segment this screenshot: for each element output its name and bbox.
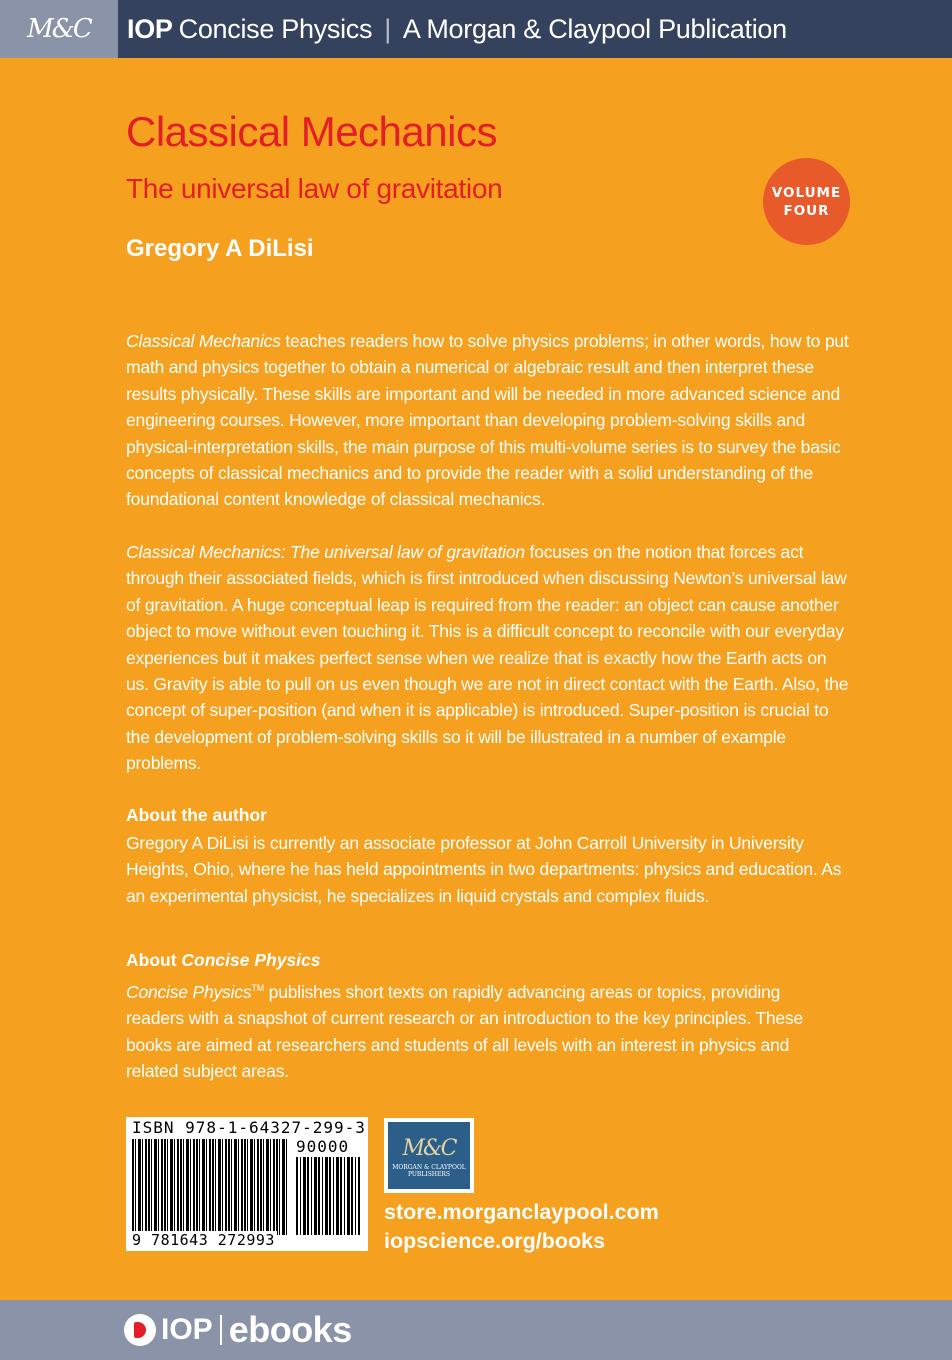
- volume-badge: [763, 158, 850, 245]
- about-series-heading-prefix: About: [126, 950, 182, 970]
- barcode-digits: 9 781643 272993: [132, 1231, 275, 1249]
- about-series-heading-name: Concise Physics: [181, 950, 321, 970]
- iop-brand: IOP: [127, 13, 173, 44]
- publisher-name: A Morgan & Claypool Publication: [402, 13, 787, 44]
- footer-separator: [220, 1315, 222, 1345]
- morgan-claypool-logo: [0, 0, 118, 58]
- series-banner: [127, 14, 787, 45]
- isbn-label: ISBN 978-1-64327-299-3: [132, 1118, 366, 1137]
- trademark-symbol: TM: [251, 983, 264, 993]
- price-barcode-bars: [296, 1157, 360, 1235]
- footer-ebooks: ebooks: [228, 1309, 352, 1350]
- series-name-italic: Concise Physics: [126, 981, 252, 1002]
- about-author-heading: About the author: [126, 805, 267, 825]
- footer-iop-brand: IOP: [161, 1313, 213, 1346]
- series-name: Concise Physics: [178, 13, 373, 44]
- publisher-logo-panel: [388, 1122, 470, 1189]
- publisher-logo: [384, 1118, 474, 1193]
- description-1-italic: Classical Mechanics: [126, 331, 281, 351]
- isbn-barcode: [126, 1117, 368, 1251]
- description-paragraph-2: [126, 539, 852, 777]
- description-2-italic: Classical Mechanics: The universal law of gravitation: [126, 542, 525, 562]
- about-series-body: publishes short texts on rapidly advancing areas or topics, providing readers with a snapshot of current research or an introduction to the key principles. These books are aimed at researchers and students of all levels with an interest in physics and related subject areas.: [126, 981, 803, 1082]
- publisher-logo-name-2: PUBLISHERS: [407, 1170, 451, 1178]
- volume-number: FOUR: [783, 202, 830, 219]
- iop-logo-mark-icon: [134, 1322, 146, 1338]
- top-banner: [0, 0, 952, 58]
- store-link[interactable]: store.morganclaypool.com: [384, 1200, 659, 1224]
- book-title: Classical Mechanics: [126, 108, 497, 155]
- description-2-text: focuses on the notion that forces act through their associated fields, which is first introduced when discussing Newton’s universal law of gravitation. A huge conceptual leap is required from the reader: an object can cause another object to move without even touching it. This is a difficult concept to reconcile with our everyday experiences but it makes perfect sense when we realize that is exactly how the Earth acts on us. Gravity is able to pull on us even though we are not in direct contact with the Earth. Also, the concept of super-position (and when it is applicable) is introduced. Super-position is crucial to the development of problem-solving skills so it will be illustrated in a number of example problems.: [126, 542, 849, 774]
- about-series-text: [126, 975, 806, 1084]
- description-paragraph-1: [126, 328, 852, 513]
- price-code: 90000: [296, 1137, 350, 1156]
- logo-mark: M&C: [27, 14, 91, 44]
- description-1-text: teaches readers how to solve physics problems; in other words, how to put math and physics together to obtain a numerical or algebraic result and then interpret these results physically. These skills are important and will be needed in more advanced science and engineering courses. However, more important than developing problem-solving skills and physical-interpretation skills, the main purpose of this multi-volume series is to survey the basic concepts of classical mechanics and to provide the reader with a solid understanding of the foundational content knowledge of classical mechanics.: [126, 331, 849, 510]
- iop-logo-icon: [124, 1314, 156, 1346]
- publisher-logo-mark: M&C: [402, 1135, 456, 1161]
- banner-separator: |: [384, 13, 391, 44]
- bottom-banner: [0, 1300, 952, 1360]
- book-subtitle: The universal law of gravitation: [126, 173, 503, 204]
- book-author: Gregory A DiLisi: [126, 235, 314, 262]
- about-series-heading: [126, 950, 321, 971]
- publisher-logo-name-1: MORGAN & CLAYPOOL: [392, 1163, 466, 1171]
- iopscience-link[interactable]: iopscience.org/books: [384, 1229, 606, 1253]
- volume-label: VOLUME: [771, 184, 842, 201]
- about-author-text: Gregory A DiLisi is currently an associate professor at John Carroll University in University Heights, Ohio, where he has held appointments in two departments: physics and education. As an experimental physicist, he specializes in liquid crystals and complex fluids.: [126, 833, 842, 906]
- barcode-bars: [132, 1139, 289, 1235]
